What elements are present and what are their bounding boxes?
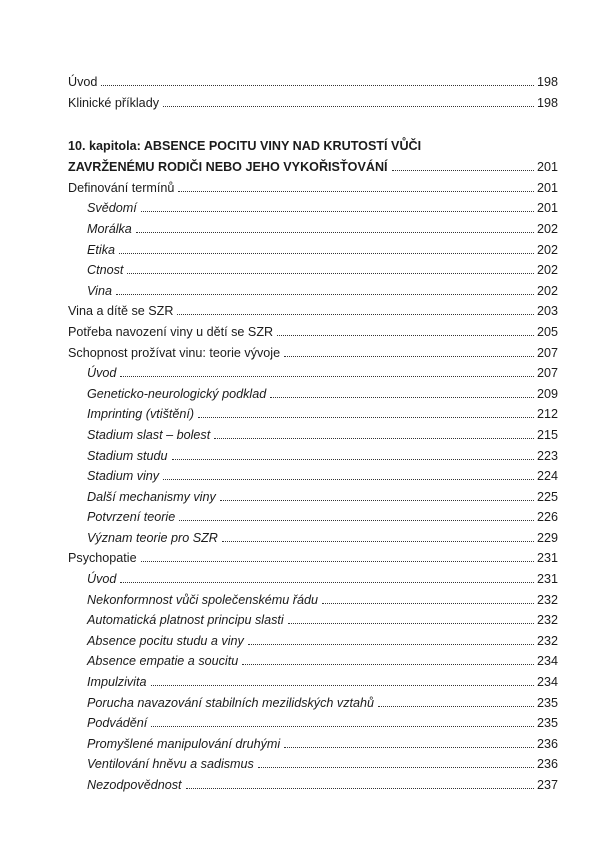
toc-entry-title: Potřeba navození viny u dětí se SZR [68, 324, 274, 339]
toc-entry-title: Psychopatie [68, 551, 137, 566]
leader-dots [141, 210, 534, 212]
toc-entry [68, 446, 558, 467]
toc-entry-page: 235 [536, 716, 558, 731]
toc-entry-title: Promyšlené manipulování druhými [87, 736, 281, 751]
toc-entry-title: Automatická platnost principu slasti [87, 613, 284, 628]
toc-entry-page: 223 [536, 448, 558, 463]
toc-entry-title: Nezodpovědnost [87, 778, 182, 792]
toc-entry [68, 322, 558, 343]
toc-entry-page: 202 [536, 221, 558, 236]
toc-entry-title: Nekonformnost vůči společenskému řádu [87, 592, 318, 607]
chapter-page: 201 [536, 160, 558, 175]
toc-entry-page: 207 [536, 366, 558, 381]
toc-entry-page: 236 [536, 757, 558, 772]
toc-entry-title: Klinické příklady [68, 95, 159, 110]
toc-entry [68, 590, 558, 611]
leader-dots [120, 375, 534, 377]
leader-dots [151, 725, 534, 727]
toc-entry-page: 201 [536, 201, 558, 216]
toc-entry-title: Svědomí [87, 201, 137, 216]
toc-entry-page: 231 [536, 572, 558, 587]
toc-entry [68, 610, 558, 631]
leader-dots [178, 190, 534, 192]
toc-entry-title: Ventilování hněvu a sadismus [87, 757, 254, 772]
toc-entry [68, 404, 558, 425]
toc-entry-title: Absence pocitu studu a viny [87, 633, 244, 648]
toc-entry [68, 693, 558, 714]
leader-dots [101, 84, 534, 86]
toc-entry [68, 487, 558, 508]
toc-entry [68, 384, 558, 405]
toc-entry-page: 237 [536, 778, 558, 792]
toc-entry-page: 235 [536, 695, 558, 710]
toc-entry [68, 569, 558, 590]
leader-dots [284, 746, 534, 748]
toc-entry [68, 425, 558, 446]
toc-entry-page: 209 [536, 386, 558, 401]
toc-entry-title: Definování termínů [68, 180, 175, 195]
toc-entry [68, 363, 558, 384]
toc-entry-title: Stadium slast – bolest [87, 427, 211, 442]
leader-dots [141, 560, 534, 562]
toc-entry-title: Imprinting (vtištění) [87, 407, 195, 422]
leader-dots [222, 540, 534, 542]
toc-entry-page: 212 [536, 407, 558, 422]
toc-entry-title: Úvod [68, 75, 98, 89]
toc-entry-page: 207 [536, 345, 558, 360]
toc-entry-page: 198 [536, 75, 558, 89]
leader-dots [179, 519, 534, 521]
toc-entry [68, 178, 558, 199]
leader-dots [288, 622, 534, 624]
leader-dots [198, 416, 534, 418]
leader-dots [220, 499, 534, 501]
toc-entry [68, 734, 558, 755]
leader-dots [277, 334, 534, 336]
toc-entry-page: 234 [536, 654, 558, 669]
leader-dots [186, 787, 534, 789]
toc-entry-title: Absence empatie a soucitu [87, 654, 239, 669]
leader-dots [116, 293, 534, 295]
leader-dots [136, 231, 534, 233]
leader-dots [258, 766, 534, 768]
toc-entry-page: 231 [536, 551, 558, 566]
toc-entry [68, 219, 558, 240]
toc-entry-title: Význam teorie pro SZR [87, 530, 218, 545]
toc-entry-title: Porucha navazování stabilních mezilidských vztahů [87, 695, 375, 710]
toc-entry-page: 202 [536, 263, 558, 278]
leader-dots [127, 272, 534, 274]
toc-entry-page: 215 [536, 427, 558, 442]
toc-entry [68, 260, 558, 281]
toc-entry-page: 224 [536, 469, 558, 484]
chapter-heading-entry [68, 157, 558, 178]
toc-entry [68, 198, 558, 219]
toc-entry-title: Stadium studu [87, 448, 168, 463]
toc-entry [68, 301, 558, 322]
toc-entry-title: Schopnost prožívat vinu: teorie vývoje [68, 345, 281, 360]
toc-entry [68, 528, 558, 549]
chapter-heading-continued: ZAVRŽENÉMU RODIČI NEBO JEHO VYKOŘISŤOVÁNÍ [68, 160, 388, 175]
chapter-heading: 10. kapitola: ABSENCE POCITU VINY NAD KRUTOSTÍ VŮČI [68, 139, 422, 154]
leader-dots [284, 355, 534, 357]
leader-dots [163, 478, 534, 480]
toc-entry-title: Etika [87, 242, 115, 257]
toc-entry [68, 93, 558, 114]
toc-entry-page: 202 [536, 283, 558, 298]
toc-entry-title: Podvádění [87, 716, 148, 731]
toc-entry [68, 631, 558, 652]
toc-entry-page: 202 [536, 242, 558, 257]
toc-entry [68, 548, 558, 569]
table-of-contents [68, 72, 558, 796]
toc-entry-title: Potvrzení teorie [87, 510, 176, 525]
leader-dots [270, 396, 534, 398]
toc-entry [68, 240, 558, 261]
toc-entry-title: Ctnost [87, 263, 124, 278]
leader-dots [172, 458, 534, 460]
leader-dots [163, 105, 534, 107]
toc-entry [68, 713, 558, 734]
toc-entry-title: Stadium viny [87, 469, 160, 484]
toc-entry-page: 236 [536, 736, 558, 751]
toc-entry-title: Morálka [87, 221, 132, 236]
toc-entry [68, 343, 558, 364]
leader-dots [214, 437, 534, 439]
leader-dots [119, 252, 534, 254]
toc-entry [68, 72, 558, 93]
leader-dots [120, 581, 534, 583]
toc-entry [68, 507, 558, 528]
toc-entry-title: Geneticko-neurologický podklad [87, 386, 267, 401]
leader-dots [392, 169, 534, 171]
toc-entry-title: Úvod [87, 572, 117, 587]
toc-entry-page: 232 [536, 633, 558, 648]
leader-dots [378, 705, 534, 707]
toc-entry-page: 203 [536, 304, 558, 319]
toc-entry-title: Úvod [87, 366, 117, 381]
leader-dots [322, 602, 534, 604]
toc-entry-page: 232 [536, 592, 558, 607]
toc-entry [68, 281, 558, 302]
toc-entry-title: Vina a dítě se SZR [68, 304, 174, 319]
toc-entry [68, 754, 558, 775]
toc-entry [68, 466, 558, 487]
toc-entry-page: 226 [536, 510, 558, 525]
toc-entry-page: 232 [536, 613, 558, 628]
toc-entry [68, 651, 558, 672]
toc-entry [68, 672, 558, 693]
toc-entry-page: 234 [536, 675, 558, 690]
toc-entry [68, 775, 558, 796]
toc-entries [68, 178, 558, 796]
leader-dots [151, 684, 534, 686]
leader-dots [177, 313, 534, 315]
toc-entry-page: 198 [536, 95, 558, 110]
toc-entry-page: 205 [536, 324, 558, 339]
toc-entry-title: Vina [87, 283, 112, 298]
toc-entry-page: 201 [536, 180, 558, 195]
toc-entry-page: 225 [536, 489, 558, 504]
toc-entry-title: Impulzivita [87, 675, 147, 690]
section-gap [68, 113, 558, 135]
leader-dots [242, 663, 534, 665]
toc-entry-page: 229 [536, 530, 558, 545]
leader-dots [248, 643, 534, 645]
toc-entry-title: Další mechanismy viny [87, 489, 216, 504]
